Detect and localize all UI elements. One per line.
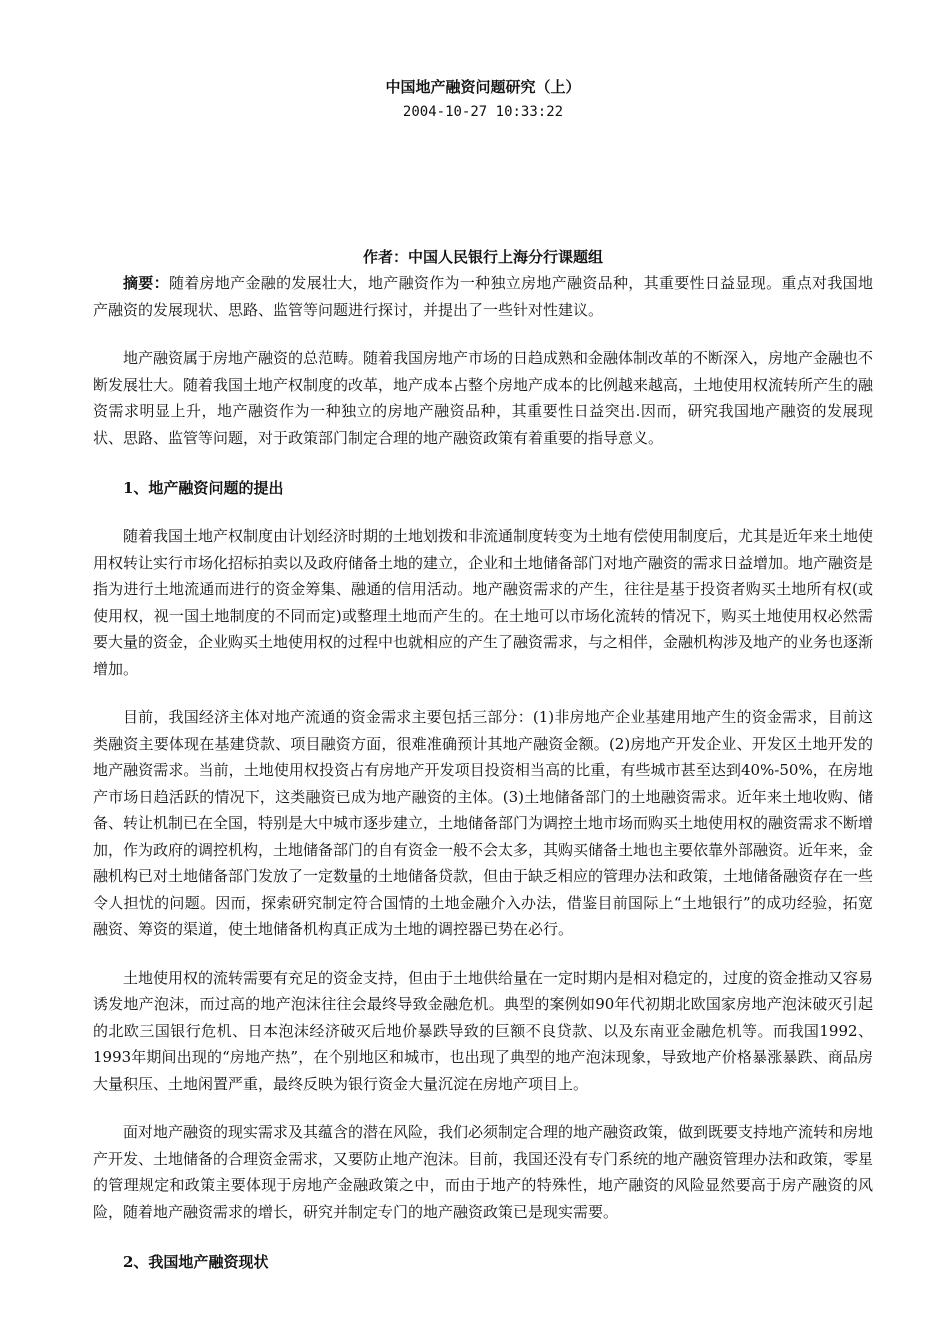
section-heading-2: 2、我国地产融资现状 (123, 1253, 269, 1271)
document-datetime: 2004-10-27 10:33:22 (402, 104, 564, 120)
section1-paragraph-2: 目前，我国经济主体对地产流通的资金需求主要包括三部分：(1)非房地产企业基建用地产生的资金需求，目前这类融资主要体现在基建贷款、项目融资方面，很难准确预计其地产融资金额。(2)房地产开发企业、开发区土地开发的地产融资需求。当前，土地使用权投资占有房地产开发项目投资相当高的比重，有些城市甚至达到40%-50%，在房地产市场日趋活跃的情况下，这类融资已成为地产融资的主体。(3)土地储备部门的土地融资需求。近年来土地收购、储备、转让机制已在全国，特别是大中城市逐步建立，土地储备部门为调控土地市场而购买土地使用权的融资需求不断增加，作为政府的调控机构，土地储备部门的自有资金一般不会太多，其购买储备土地也主要依靠外部融资。近年来，金融机构已对土地储备部门发放了一定数量的土地储备贷款，但由于缺乏相应的管理办法和政策，土地储备融资存在一些令人担忧的问题。因而，探索研究制定符合国情的土地金融介入办法，借鉴目前国际上“土地银行”的成功经验，拓宽融资、筹资的渠道，使土地储备机构真正成为土地的调控器已势在必行。 (93, 708, 874, 938)
section1-paragraph-3: 土地使用权的流转需要有充足的资金支持，但由于土地供给量在一定时期内是相对稳定的，过度的资金推动又容易诱发地产泡沫，而过高的地产泡沫往往会最终导致金融危机。典型的案例如90年代初期北欧国家房地产泡沫破灭引起的北欧三国银行危机、日本泡沫经济破灭后地价暴跌导致的巨额不良贷款、以及东南亚金融危机等。而我国1992、1993年期间出现的“房地产热”，在个别地区和城市，也出现了典型的地产泡沫现象，导致地产价格暴涨暴跌、商品房大量积压、土地闲置严重，最终反映为银行资金大量沉淀在房地产项目上。 (93, 968, 874, 1093)
document-title: 中国地产融资问题研究（上） (385, 78, 581, 96)
abstract-text: 随着房地产金融的发展壮大，地产融资作为一种独立房地产融资品种，其重要性日益显现。重点对我国地产融资的发展现状、思路、监管等问题进行探讨，并提出了一些针对性建议。 (93, 274, 873, 319)
document-author: 作者：中国人民银行上海分行课题组 (362, 248, 603, 266)
section1-paragraph-1: 随着我国土地产权制度由计划经济时期的土地划拨和非流通制度转变为土地有偿使用制度后，尤其是近年来土地使用权转让实行市场化招标拍卖以及政府储备土地的建立，企业和土地储备部门对地产融资的需求日益增加。地产融资是指为进行土地流通而进行的资金筹集、融通的信用活动。地产融资需求的产生，往往是基于投资者购买土地所有权(或使用权，视一国土地制度的不同而定)或整理土地而产生的。在土地可以市场化流转的情况下，购买土地使用权必然需要大量的资金，企业购买土地使用权的过程中也就相应的产生了融资需求，与之相伴，金融机构涉及地产的业务也逐渐增加。 (93, 527, 874, 678)
section1-paragraph-4: 面对地产融资的现实需求及其蕴含的潜在风险，我们必须制定合理的地产融资政策，做到既要支持地产流转和房地产开发、土地储备的合理资金需求，又要防止地产泡沫。目前，我国还没有专门系统的地产融资管理办法和政策，零星的管理规定和政策主要体现于房地产金融政策之中，而由于地产的特殊性，地产融资的风险显然要高于房产融资的风险，随着地产融资需求的增长，研究并制定专门的地产融资政策已是现实需要。 (93, 1123, 874, 1221)
intro-paragraph: 地产融资属于房地产融资的总范畴。随着我国房地产市场的日趋成熟和金融体制改革的不断深入，房地产金融也不断发展壮大。随着我国土地产权制度的改革，地产成本占整个房地产成本的比例越来越高，土地使用权流转所产生的融资需求明显上升，地产融资作为一种独立的房地产融资品种，其重要性日益突出.因而，研究我国地产融资的发展现状、思路、监管等问题，对于政策部门制定合理的地产融资政策有着重要的指导意义。 (93, 349, 874, 447)
abstract-label: 摘要： (123, 274, 169, 292)
abstract (93, 270, 873, 323)
section-heading-1: 1、地产融资问题的提出 (123, 479, 284, 497)
document-page (93, 74, 873, 1275)
